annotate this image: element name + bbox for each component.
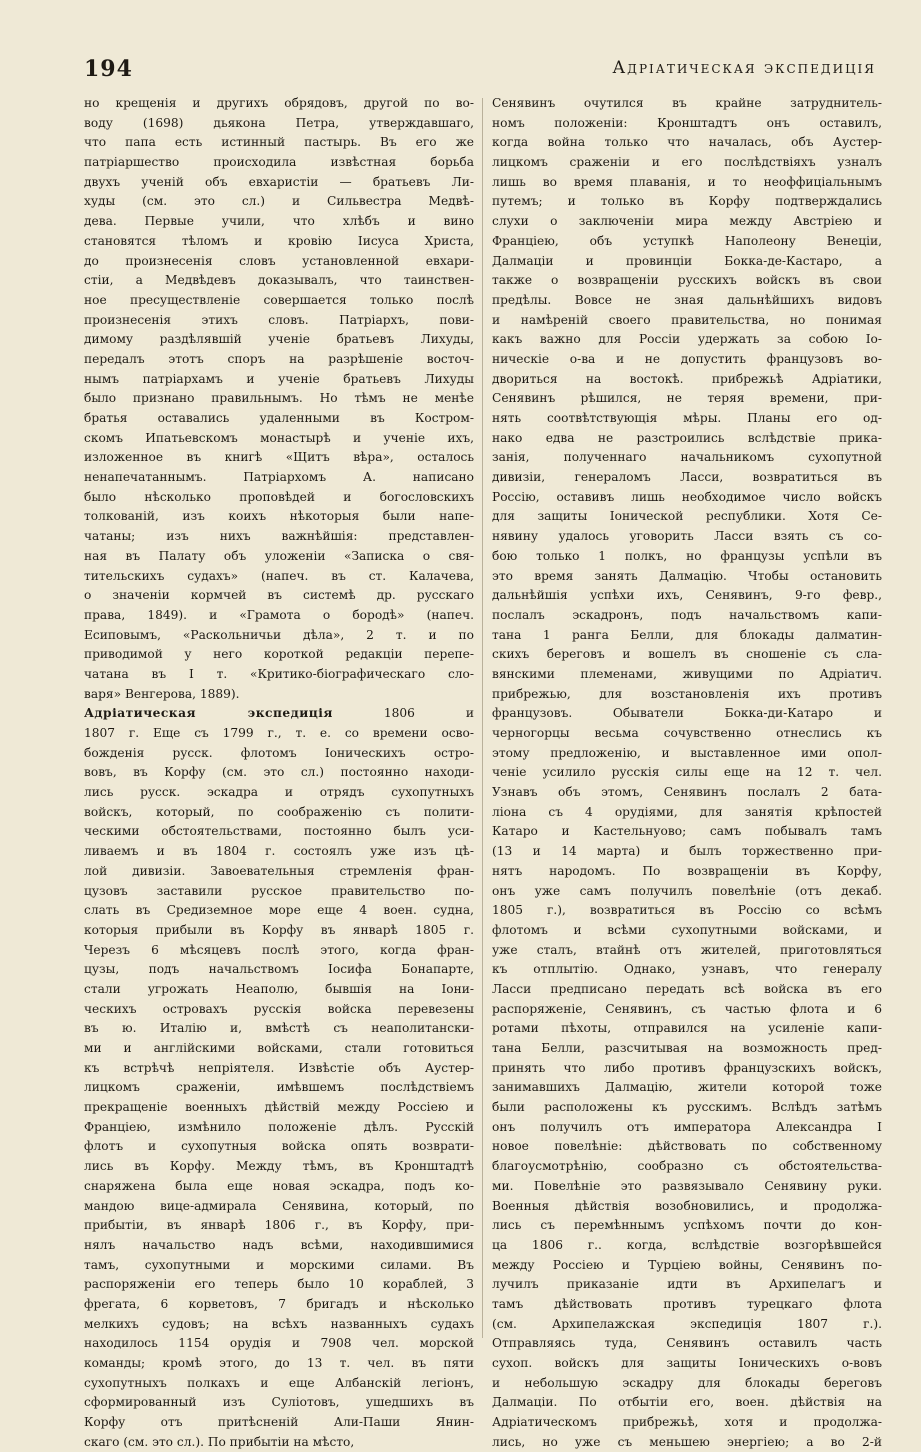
text-line: Отправляясь туда, Сенявинъ оставилъ часть bbox=[492, 1336, 882, 1351]
text-line: Россію, оставивъ лишь необходимое число войскъ bbox=[492, 489, 882, 504]
left-column bbox=[84, 94, 474, 1452]
entry-heading: Адріатическая экспедиція bbox=[84, 706, 333, 721]
text-line: онъ уже самъ получилъ повелѣніе (отъ декаб. bbox=[492, 883, 882, 898]
text-line: занія, полученнаго начальникомъ сухопутной bbox=[492, 450, 882, 465]
text-line: цузовъ заставили русское правительство по- bbox=[84, 883, 474, 898]
text-line: 1805 г.), возвратиться въ Россію со всѣмъ bbox=[492, 903, 882, 918]
text-line: къ встрѣчѣ непріятеля. Извѣстіе объ Аустер- bbox=[84, 1060, 474, 1075]
text-line: онъ получилъ отъ императора Александра I bbox=[492, 1119, 882, 1134]
text-line: но крещенія и другихъ обрядовъ, другой по во- bbox=[84, 96, 474, 110]
text-line: этому предложенію, и выставленное ими опол- bbox=[492, 745, 882, 760]
text-line: божденія русск. флотомъ Іоническихъ остро- bbox=[84, 745, 474, 760]
text-line: лись въ Корфу. Между тѣмъ, въ Кронштадтѣ bbox=[84, 1159, 474, 1174]
text-line: изложенное въ книгѣ «Щитъ вѣра», осталось bbox=[84, 450, 474, 465]
text-line: ническіе о-ва и не допустить французовъ во- bbox=[492, 351, 882, 366]
text-line: нялъ начальство надъ всѣми, находившимися bbox=[84, 1237, 474, 1252]
text-line: которыя прибыли въ Корфу въ январѣ 1805 г. bbox=[84, 922, 474, 937]
text-line: цузы, подъ начальствомъ Іосифа Бонапарте, bbox=[84, 962, 474, 977]
text-line: находилось 1154 орудія и 7908 чел. морской bbox=[84, 1336, 474, 1351]
text-line: распоряженіи его теперь было 10 кораблей, 3 bbox=[84, 1277, 474, 1292]
text-line: ненапечатаннымъ. Патріархомъ А. написано bbox=[84, 470, 474, 485]
text-line: и намѣреній своего правительства, но понимая bbox=[492, 312, 882, 327]
text-line: вовъ, въ Корфу (см. это сл.) постоянно находи- bbox=[84, 765, 474, 780]
text-line: тамъ дѣйствовать противъ турецкаго флота bbox=[492, 1296, 882, 1311]
text-line: чатаны; изъ нихъ важнѣйшія: представлен- bbox=[84, 529, 474, 544]
text-line: скихъ береговъ и вошелъ въ сношеніе съ сла- bbox=[492, 647, 882, 662]
text-line: воду (1698) дьякона Петра, утверждавшаго, bbox=[84, 115, 474, 130]
text-line: Адріатическая экспедиція 1806 и bbox=[84, 706, 474, 721]
text-line: фрегата, 6 корветовъ, 7 бригадъ и нѣсколько bbox=[84, 1296, 474, 1311]
text-line: было признано правильнымъ. Но тѣмъ не менѣе bbox=[84, 391, 474, 406]
text-line: Военныя дѣйствія возобновились, и продолжа- bbox=[492, 1198, 882, 1213]
text-line: ліона съ 4 орудіями, для занятія крѣпостей bbox=[492, 804, 882, 819]
text-line: ми. Повелѣніе это развязывало Сенявину руки. bbox=[492, 1178, 882, 1193]
column-divider bbox=[482, 98, 483, 1338]
text-line: лись съ перемѣннымъ успѣхомъ почти до кон- bbox=[492, 1218, 882, 1233]
text-line: лись русск. эскадра и отрядъ сухопутныхъ bbox=[84, 785, 474, 800]
text-line: занимавшихъ Далмацію, жители которой тоже bbox=[492, 1080, 882, 1095]
text-line: и небольшую эскадру для блокады береговъ bbox=[492, 1375, 882, 1390]
text-line: скаго (см. это сл.). По прибытіи на мѣсто, bbox=[84, 1434, 355, 1449]
text-line: Франціею, измѣнило положеніе дѣлъ. Русскій bbox=[84, 1119, 474, 1134]
text-line: слухи о заключеніи мира между Австріею и bbox=[492, 214, 882, 229]
text-columns bbox=[84, 94, 882, 1449]
text-line: послалъ эскадронъ, подъ начальствомъ капи- bbox=[492, 607, 882, 622]
text-line: благоусмотрѣнію, сообразно съ обстоятельства- bbox=[492, 1159, 882, 1174]
text-line: права, 1849). и «Грамота о бородѣ» (напеч. bbox=[84, 607, 474, 622]
text-line: ливаемъ и въ 1804 г. состоялъ уже изъ цѣ- bbox=[84, 844, 474, 859]
text-line: толкованій, изъ коихъ нѣкоторыя были напе- bbox=[84, 509, 474, 524]
text-line: лишь во время плаванія, и то неоффиціальнымъ bbox=[492, 174, 882, 189]
text-line: ческихъ островахъ русскія войска перевезены bbox=[84, 1001, 474, 1016]
text-line: къ отплытію. Однако, узнавъ, что генералу bbox=[492, 962, 882, 977]
text-line: Катаро и Кастельнуово; самъ побывалъ тамъ bbox=[492, 824, 882, 839]
text-line: предѣлы. Вовсе не зная дальнѣйшихъ видовъ bbox=[492, 292, 882, 307]
text-line: прекращеніе военныхъ дѣйствій между Россіею и bbox=[84, 1100, 474, 1115]
text-line: о значеніи кормчей въ системѣ др. русскаго bbox=[84, 588, 474, 603]
text-line: флотъ и сухопутныя войска опять возврати- bbox=[84, 1139, 474, 1154]
text-line: это время занять Далмацію. Чтобы остановить bbox=[492, 568, 882, 583]
text-line: нять соотвѣтствующія мѣры. Планы его од- bbox=[492, 411, 882, 425]
text-line: черногорцы весьма сочувственно отнеслись къ bbox=[492, 726, 882, 740]
text-line: до произнесенія словъ установленной евхари- bbox=[84, 253, 474, 268]
text-line: прибытіи, въ январѣ 1806 г., въ Корфу, при- bbox=[84, 1218, 474, 1233]
text-line: нявину удалось уговорить Ласси взять съ со- bbox=[492, 529, 882, 544]
text-line: флотомъ и всѣми сухопутными войсками, и bbox=[492, 922, 882, 937]
text-line: нымъ патріархамъ и ученіе братьевъ Лихуды bbox=[84, 371, 474, 386]
text-line: чатана въ І т. «Критико-біографическаго сло- bbox=[84, 666, 474, 681]
text-line: мандою вице-адмирала Сенявина, который, по bbox=[84, 1198, 474, 1213]
text-line: братья оставались удаленными въ Костром- bbox=[84, 411, 474, 425]
text-line: было нѣсколько проповѣдей и богословскихъ bbox=[84, 489, 474, 504]
text-line: когда война только что началась, объ Аустер- bbox=[492, 135, 882, 150]
text-line: лицкомъ сраженіи и его послѣдствіяхъ узналъ bbox=[492, 155, 882, 170]
page-number: 194 bbox=[84, 56, 133, 82]
text-line: лучилъ приказаніе идти въ Архипелагъ и bbox=[492, 1277, 882, 1292]
text-line: 1807 г. Еще съ 1799 г., т. е. со времени осво- bbox=[84, 726, 474, 740]
text-line: вянскими племенами, живущими по Адріатич. bbox=[492, 666, 882, 681]
text-line: ная въ Палату объ уложеніи «Записка о свя- bbox=[84, 548, 474, 563]
text-line: дивизіи, генераломъ Ласси, возвратиться въ bbox=[492, 470, 882, 485]
text-line: двориться на востокѣ. прибрежьѣ Адріатики, bbox=[492, 371, 882, 386]
page-header bbox=[78, 56, 876, 86]
text-line: стіи, а Медвѣдевъ доказывалъ, что таинствен- bbox=[84, 273, 474, 288]
text-line: стали угрожать Неаполю, бывшія на Іони- bbox=[84, 981, 474, 996]
text-line: ное пресуществленіе совершается только послѣ bbox=[84, 292, 474, 307]
text-line: между Россіею и Турціею войны, Сенявинъ по- bbox=[492, 1257, 882, 1272]
text-line: Есиповымъ, «Раскольничьи дѣла», 2 т. и по bbox=[84, 627, 474, 642]
text-line: Ласси предписано передать всѣ войска въ его bbox=[492, 981, 882, 996]
text-line: что папа есть истинный пастырь. Въ его же bbox=[84, 135, 474, 150]
text-line: ца 1806 г.. когда, вслѣдствіе возгорѣвшейся bbox=[492, 1237, 882, 1252]
text-line: тамъ, сухопутными и морскими силами. Въ bbox=[84, 1257, 474, 1272]
text-line: варя» Венгерова, 1889). bbox=[84, 686, 240, 701]
text-line: двухъ ученій объ евхаристіи — братьевъ Ли- bbox=[84, 174, 474, 189]
text-line: ческими обстоятельствами, постоянно былъ уси- bbox=[84, 824, 474, 839]
text-line: для защиты Іонической республики. Хотя Се- bbox=[492, 509, 882, 524]
text-line: также о возвращеніи русскихъ войскъ въ свои bbox=[492, 273, 882, 288]
text-line: Корфу отъ притѣсненій Али-Паши Янин- bbox=[84, 1415, 474, 1430]
text-line: Адріатическомъ прибрежьѣ, хотя и продолжа- bbox=[492, 1415, 882, 1430]
text-line: команды; кромѣ этого, до 13 т. чел. въ пяти bbox=[84, 1356, 474, 1370]
text-line: прибрежью, для возстановленія ихъ противъ bbox=[492, 686, 882, 701]
text-line: лой дивизіи. Завоевательныя стремленія фран- bbox=[84, 863, 474, 878]
text-line: ченіе усилило русскія силы еще на 12 т. чел. bbox=[492, 765, 882, 780]
text-line: распоряженіе, Сенявинъ, съ частью флота и 6 bbox=[492, 1001, 882, 1016]
text-line: Сенявинъ рѣшился, не теряя времени, при- bbox=[492, 391, 882, 406]
text-line: передалъ этотъ споръ на разрѣшеніе восточ- bbox=[84, 351, 474, 366]
text-line: уже сталъ, втайнѣ отъ жителей, приготовляться bbox=[492, 942, 882, 957]
text-line: Черезъ 6 мѣсяцевъ послѣ этого, когда фран- bbox=[84, 942, 474, 957]
text-line: ми и англійскими войсками, стали готовиться bbox=[84, 1041, 474, 1055]
text-line: номъ положеніи: Кронштадтъ онъ оставилъ, bbox=[492, 115, 882, 130]
text-line: были расположены къ русскимъ. Вслѣдъ затѣмъ bbox=[492, 1100, 882, 1115]
text-line: приводимой у него короткой редакціи перепе- bbox=[84, 647, 474, 662]
right-column bbox=[492, 94, 882, 1452]
text-line: снаряжена была еще новая эскадра, подъ ко- bbox=[84, 1178, 474, 1193]
text-line: становятся тѣломъ и кровію Іисуса Христа, bbox=[84, 233, 474, 248]
text-line: войскъ, который, по соображенію съ полити- bbox=[84, 804, 474, 819]
text-line: слать въ Средиземное море еще 4 воен. судна, bbox=[84, 903, 474, 918]
text-line: сформированный изъ Суліотовъ, ушедшихъ въ bbox=[84, 1395, 474, 1410]
text-line: въ ю. Италію и, вмѣстѣ съ неаполитански- bbox=[84, 1021, 474, 1036]
text-line: ротами пѣхоты, отправился на усиленіе капи- bbox=[492, 1021, 882, 1036]
text-line: французовъ. Обыватели Бокка-ди-Катаро и bbox=[492, 706, 882, 721]
text-line: сухопутныхъ полкахъ и еще Албанскій легіонъ, bbox=[84, 1375, 474, 1390]
text-line: сухоп. войскъ для защиты Іоническихъ о-вовъ bbox=[492, 1356, 882, 1370]
text-line: дальнѣйшія успѣхи ихъ, Сенявинъ, 9-го февр., bbox=[492, 588, 882, 603]
running-head: Адріатическая экспедиція bbox=[612, 58, 876, 78]
text-line: Далмаціи. По отбытіи его, воен. дѣйствія на bbox=[492, 1395, 882, 1410]
text-line: лись, но уже съ меньшею энергіею; а во 2-й bbox=[492, 1434, 882, 1449]
text-line: нако едва не разстроились вслѣдствіе прика- bbox=[492, 430, 882, 445]
text-line: тана 1 ранга Белли, для блокады далматин- bbox=[492, 627, 882, 642]
text-line: тительскихъ судахъ» (напеч. въ ст. Калачева, bbox=[84, 568, 474, 583]
text-line: мелкихъ судовъ; на всѣхъ названныхъ судахъ bbox=[84, 1316, 474, 1331]
text-line: патріаршество происходила извѣстная борьба bbox=[84, 155, 474, 170]
text-line: димому раздѣлявшій ученіе братьевъ Лихуды, bbox=[84, 332, 474, 347]
text-line: нятъ народомъ. По возвращеніи въ Корфу, bbox=[492, 863, 882, 878]
text-line: Далмаціи и провинціи Бокка-де-Кастаро, а bbox=[492, 253, 882, 268]
text-line: Сенявинъ очутился въ крайне затруднитель- bbox=[492, 96, 882, 110]
text-line: бою только 1 полкъ, но французы успѣли въ bbox=[492, 548, 882, 563]
text-line: тана Белли, разсчитывая на возможность пред- bbox=[492, 1041, 882, 1055]
text-line: какъ важно для Россіи удержать за собою Іо- bbox=[492, 332, 882, 347]
text-line: Франціею, объ уступкѣ Наполеону Венеціи, bbox=[492, 233, 882, 248]
text-line: произнесенія этихъ словъ. Патріархъ, пови- bbox=[84, 312, 474, 327]
text-line: принять что либо противъ французскихъ войскъ, bbox=[492, 1060, 882, 1075]
text-line: (13 и 14 марта) и былъ торжественно при- bbox=[492, 844, 882, 859]
text-line: путемъ; и только въ Корфу подтверждались bbox=[492, 194, 882, 209]
text-line: скомъ Ипатьевскомъ монастырѣ и ученіе ихъ, bbox=[84, 430, 474, 445]
text-line: худы (см. это сл.) и Сильвестра Медвѣ- bbox=[84, 194, 474, 209]
text-line: (см. Архипелажская экспедиція 1807 г.). bbox=[492, 1316, 882, 1331]
text-line: лицкомъ сраженіи, имѣвшемъ послѣдствіемъ bbox=[84, 1080, 474, 1095]
text-line: новое повелѣніе: дѣйствовать по собственному bbox=[492, 1139, 882, 1154]
text-line: дева. Первые учили, что хлѣбъ и вино bbox=[84, 214, 474, 229]
text-line: Узнавъ объ этомъ, Сенявинъ послалъ 2 бата- bbox=[492, 785, 882, 800]
